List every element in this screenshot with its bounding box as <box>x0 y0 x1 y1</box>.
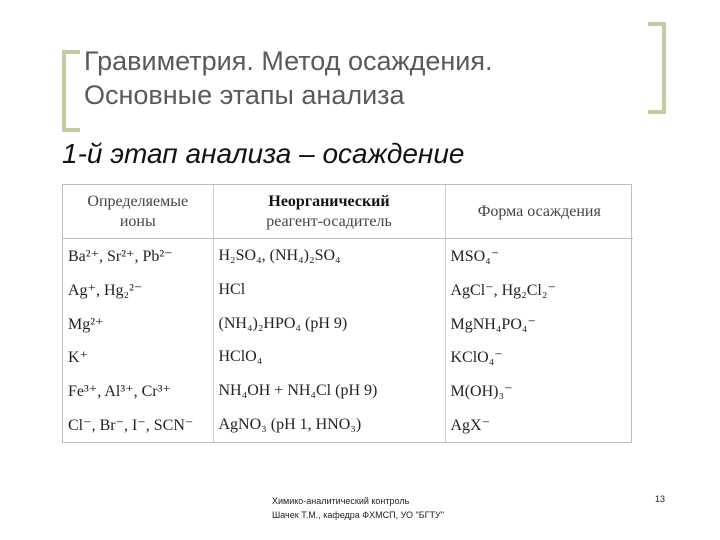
table-row <box>63 341 633 375</box>
cell-ions: Ag⁺, Hg₂²⁻ <box>68 281 143 299</box>
cell-reagent: HCl <box>213 273 445 307</box>
slide-title <box>84 44 644 112</box>
slide-footer <box>272 494 532 522</box>
table-row <box>63 374 633 408</box>
footer-course: Химико-аналитический контроль <box>272 496 410 506</box>
header-form: Форма осаждения <box>445 185 633 239</box>
cell-reagent: H₂SO₄, (NH₄)₂SO₄ <box>213 239 445 273</box>
table-header-row <box>63 185 633 239</box>
cell-ions: K⁺ <box>68 349 88 367</box>
slide-subtitle: 1-й этап анализа – осаждение <box>62 138 465 169</box>
footer-author: Шачек Т.М., кафедра ФХМСП, УО "БГТУ" <box>272 510 444 520</box>
slide-title-line-2: Основные этапы анализа <box>84 80 405 110</box>
table-row <box>63 408 633 442</box>
slide-title-line-1: Гравиметрия. Метод осаждения. <box>84 46 493 76</box>
cell-form: KClO₄⁻ <box>445 341 633 375</box>
cell-reagent: HClO₄ <box>213 341 445 375</box>
table-row <box>63 239 633 273</box>
precipitation-table <box>62 184 632 443</box>
table-row <box>63 273 633 307</box>
table-row <box>63 307 633 341</box>
cell-form: AgX⁻ <box>445 408 633 442</box>
cell-ions: Fe³⁺, Al³⁺, Cr³⁺ <box>68 383 171 401</box>
header-ions: Определяемые ионы <box>63 185 213 239</box>
header-reagent: Неорганический реагент-осадитель <box>213 185 445 239</box>
cell-ions: Ba²⁺, Sr²⁺, Pb²⁻ <box>68 247 173 265</box>
cell-reagent: AgNO₃ (pH 1, HNO₃) <box>213 408 445 442</box>
cell-reagent: (NH₄)₂HPO₄ (pH 9) <box>213 307 445 341</box>
cell-ions: Cl⁻, Br⁻, I⁻, SCN⁻ <box>68 417 194 435</box>
title-bracket-left <box>62 50 80 132</box>
cell-form: AgCl⁻, Hg₂Cl₂⁻ <box>445 273 633 307</box>
page-number: 13 <box>655 494 666 504</box>
cell-form: M(OH)₃⁻ <box>445 374 633 408</box>
cell-form: MgNH₄PO₄⁻ <box>445 307 633 341</box>
cell-form: MSO₄⁻ <box>445 239 633 273</box>
title-bracket-right <box>648 22 666 114</box>
cell-ions: Mg²⁺ <box>68 315 104 333</box>
cell-reagent: NH₄OH + NH₄Cl (pH 9) <box>213 374 445 408</box>
